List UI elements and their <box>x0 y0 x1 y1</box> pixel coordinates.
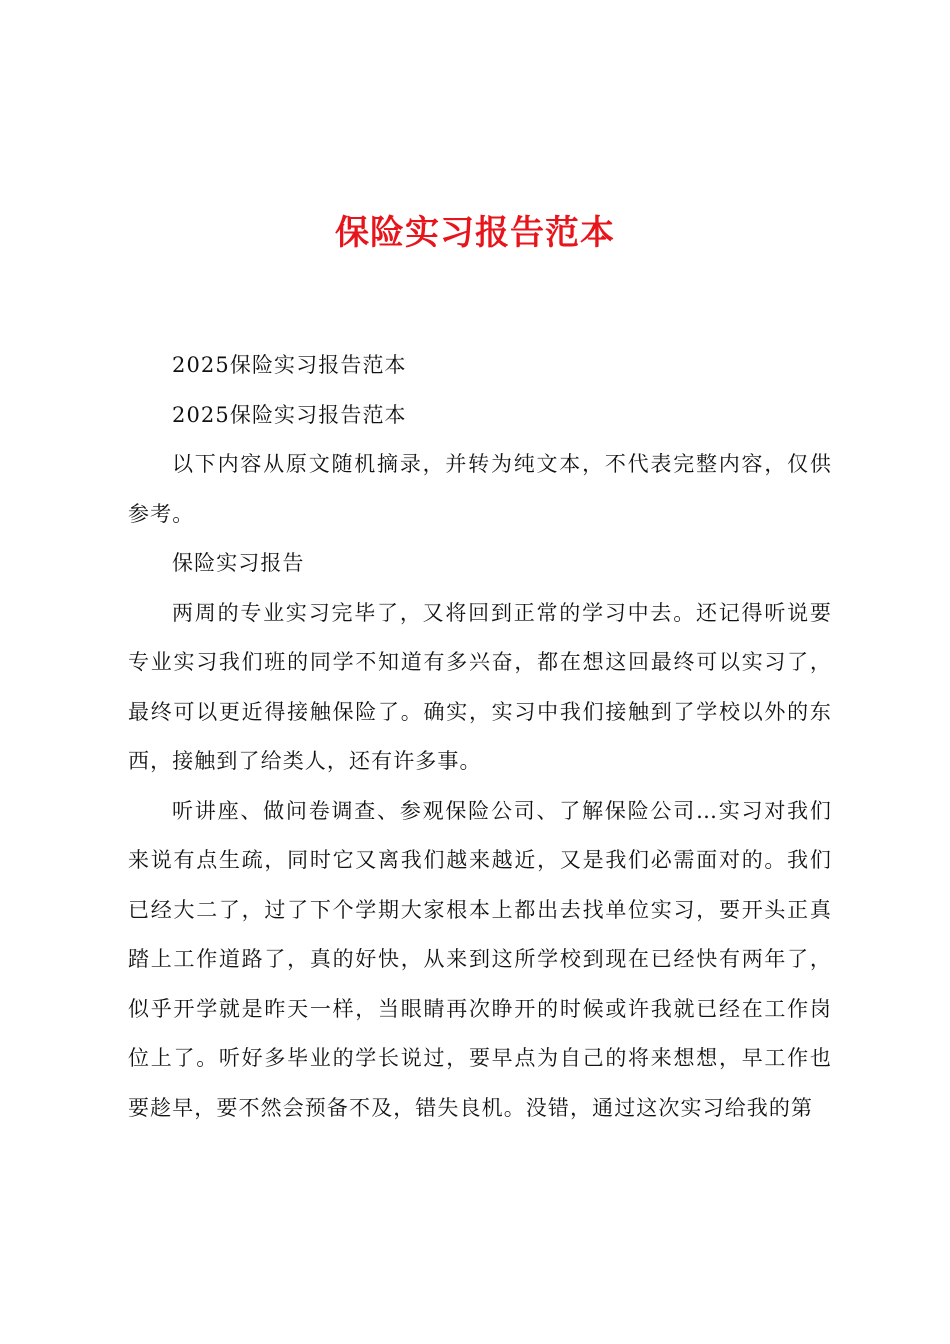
document-body <box>128 341 832 1133</box>
document-title: 保险实习报告范本 <box>335 213 615 253</box>
paragraph-subtitle-1: 2025保险实习报告范本 <box>172 353 407 377</box>
paragraph-subtitle-2: 2025保险实习报告范本 <box>172 402 407 427</box>
paragraph-heading: 保险实习报告 <box>172 551 305 575</box>
paragraph-body-1: 两周的专业实习完毕了，又将回到正常的学习中去。还记得听说要专业实习我们班的同学不知道有多兴奋，都在想这回最终可以实习了，最终可以更近得接触保险了。确实，实习中我们接触到了学校以外的东西，接触到了给类人，还有许多事。 <box>128 600 832 773</box>
paragraph-disclaimer: 以下内容从原文随机摘录，并转为纯文本，不代表完整内容，仅供参考。 <box>128 452 832 526</box>
paragraph-body-2: 听讲座、做问卷调查、参观保险公司、了解保险公司…实习对我们来说有点生疏，同时它又离我们越来越近，又是我们必需面对的。我们已经大二了，过了下个学期大家根本上都出去找单位实习，要开头正真踏上工作道路了，真的好快，从来到这所学校到现在已经快有两年了，似乎开学就是昨天一样，当眼睛再次睁开的时候或许我就已经在工作岗位上了。听好多毕业的学长说过，要早点为自己的将来想想，早工作也要趁早，要不然会预备不及，错失良机。没错，通过这次实习给我的第 <box>128 798 832 1120</box>
